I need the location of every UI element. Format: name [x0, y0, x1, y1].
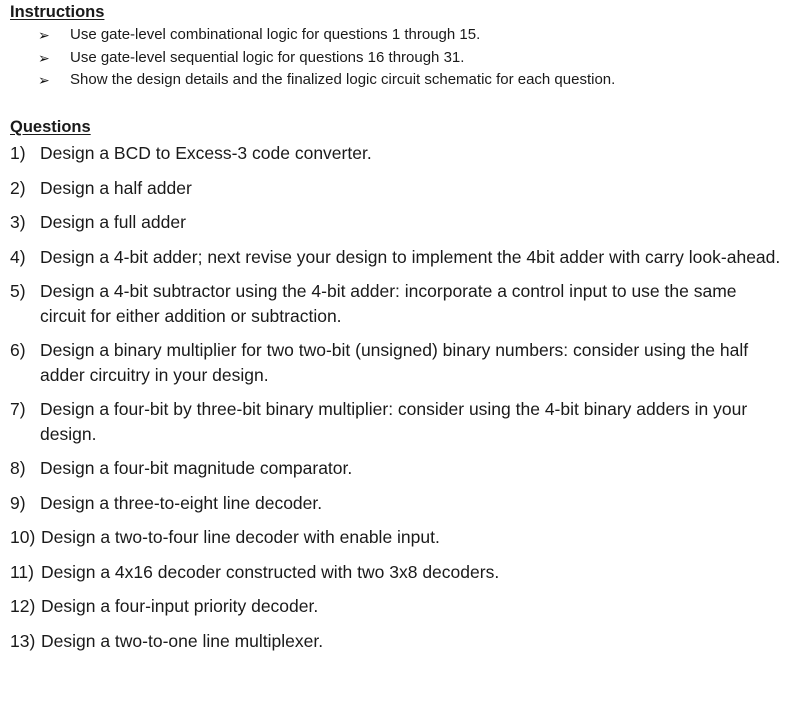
question-item	[0, 397, 797, 446]
question-item	[0, 338, 797, 387]
instruction-text: Use gate-level sequential logic for questions 16 through 31.	[70, 48, 465, 66]
question-text: Design a half adder	[40, 177, 192, 198]
question-text: Design a four-bit magnitude comparator.	[40, 458, 353, 478]
question-text: Design a two-to-one line multiplexer.	[41, 630, 324, 651]
question-text: Design a BCD to Excess-3 code converter.	[40, 143, 372, 163]
question-text: Design a four-bit by three-bit binary multiplier: consider using the 4-bit binary adders in your design.	[40, 399, 748, 444]
question-text: Design a 4-bit subtractor using the 4-bit adder: incorporate a control input to use the same circuit for either addition or subtraction.	[40, 281, 737, 326]
arrowhead-bullet-icon: ➢	[38, 49, 50, 66]
question-text: Design a four-input priority decoder.	[41, 596, 319, 616]
question-number: 11)	[10, 561, 34, 582]
question-number: 13)	[10, 630, 36, 651]
arrowhead-bullet-icon: ➢	[38, 72, 50, 88]
question-text: Design a 4x16 decoder constructed with two 3x8 decoders.	[41, 561, 500, 582]
question-item	[0, 210, 797, 235]
question-number: 2)	[10, 177, 26, 198]
question-text: Design a 4-bit adder; next revise your design to implement the 4bit adder with carry look-ahead.	[40, 246, 781, 267]
question-item	[0, 629, 797, 654]
question-item	[0, 456, 797, 481]
question-number: 5)	[10, 281, 26, 301]
question-text: Design a full adder	[40, 212, 186, 232]
question-item	[0, 525, 797, 550]
question-number: 7)	[10, 399, 26, 419]
question-number: 4)	[10, 246, 26, 267]
question-number: 12)	[10, 596, 36, 616]
question-item	[0, 176, 797, 201]
question-item	[0, 245, 797, 270]
questions-heading: Questions	[10, 118, 91, 136]
instruction-text: Use gate-level combinational logic for questions 1 through 15.	[70, 26, 481, 43]
question-number: 6)	[10, 340, 26, 360]
question-item	[0, 491, 797, 516]
questions-list	[0, 141, 797, 663]
question-number: 1)	[10, 143, 26, 163]
question-item	[0, 560, 797, 585]
question-item	[0, 141, 797, 166]
question-number: 10)	[10, 527, 36, 547]
question-number: 3)	[10, 212, 26, 232]
question-number: 9)	[10, 492, 26, 513]
instruction-text: Show the design details and the finalized logic circuit schematic for each question.	[70, 71, 616, 88]
question-text: Design a binary multiplier for two two-bit (unsigned) binary numbers: consider using the half adder circuitry in your design.	[40, 340, 749, 385]
question-text: Design a three-to-eight line decoder.	[40, 492, 323, 513]
question-item	[0, 594, 797, 619]
question-item	[0, 279, 797, 328]
instructions-heading: Instructions	[10, 3, 105, 21]
question-number: 8)	[10, 458, 26, 478]
question-text: Design a two-to-four line decoder with enable input.	[41, 527, 440, 547]
arrowhead-bullet-icon: ➢	[38, 27, 50, 43]
